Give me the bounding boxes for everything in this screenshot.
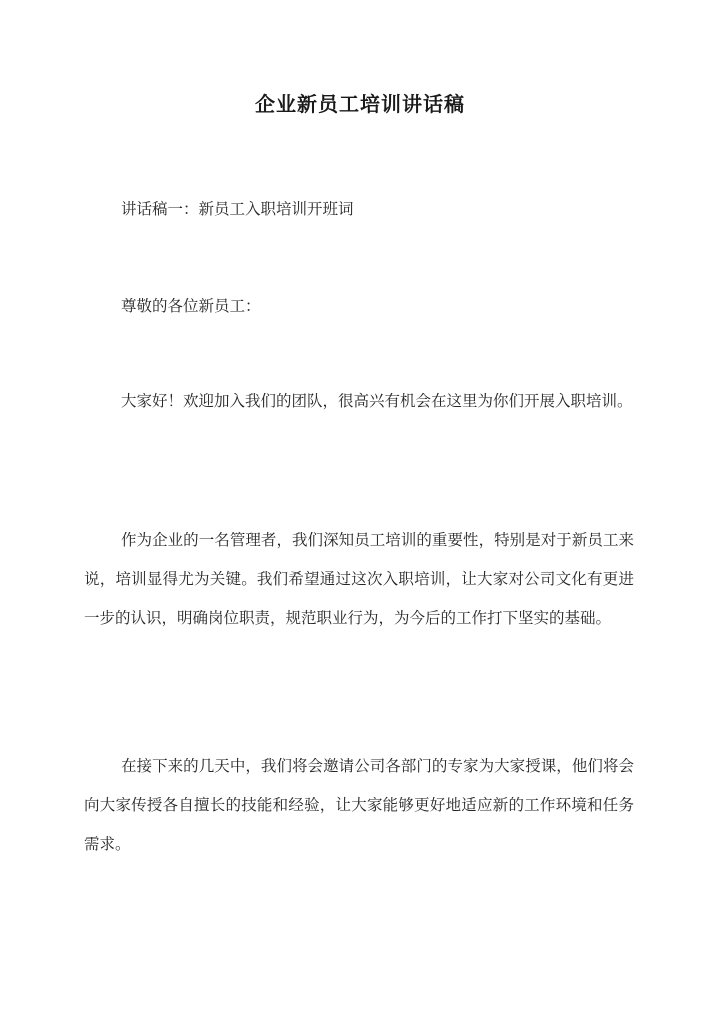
salutation-paragraph: 尊敬的各位新员工：: [121, 297, 261, 315]
welcome-paragraph: 大家好！欢迎加入我们的团队，很高兴有机会在这里为你们开展入职培训。: [121, 392, 633, 410]
training-importance-paragraph: 作为企业的一名管理者，我们深知员工培训的重要性，特别是对于新员工来说，培训显得尤为关键。我们希望通过这次入职培训，让大家对公司文化有更进一步的认识，明确岗位职责，规范职业行为，为今后的工作打下坚实的基础。: [84, 531, 634, 627]
speech-heading-paragraph: 讲话稿一：新员工入职培训开班词: [121, 200, 354, 218]
training-plan-paragraph: 在接下来的几天中，我们将会邀请公司各部门的专家为大家授课，他们将会向大家传授各自擅长的技能和经验，让大家能够更好地适应新的工作环境和任务需求。: [84, 757, 634, 853]
document-title: 企业新员工培训讲话稿: [255, 92, 465, 116]
